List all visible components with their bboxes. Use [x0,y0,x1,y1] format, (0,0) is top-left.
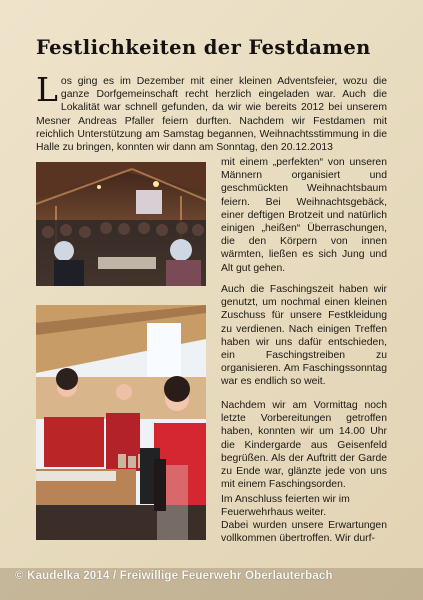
body-paragraph-5: Dabei wurden unsere Erwartungen vollkommen übertroffen. Wir durf- [221,520,387,545]
body-paragraph-2: Auch die Faschingszeit haben wir genutzt, um nochmal einen kleinen Zuschuss für unsere Festkleidung zu verdienen. Nach einigen Treffen haben wir uns dafür entschieden, ein Faschingstreiben zu organisieren. Am Faschingssonntag war es endlich so weit. [221,284,387,388]
body-paragraph-1: mit einem „perfekten“ von unseren Männern organisiert und geschmückten Weihnachtsbaum feiern. Bei Weihnachtsgebäck, einer deftigen Brotzeit und natürlich einigen „heißen“ Überraschungen, die den Körpern von innen wärmten, ließen es sich Jung und Alt gut gehen. [221,157,387,274]
advent-celebration-photo [36,162,206,286]
drop-cap: L [36,70,58,109]
carnival-image [36,305,206,540]
intro-paragraph [36,70,387,154]
copyright-credit: © Kaudelka 2014 / Freiwillige Feuerwehr Oberlauterbach [15,570,333,582]
advent-celebration-image [36,162,206,286]
body-paragraph-4: Im Anschluss feierten wir im Feuerwehrhaus weiter. [221,494,350,519]
article-title: Festlichkeiten der Festdamen [36,36,371,59]
carnival-photo [36,305,206,540]
body-paragraph-3: Nachdem wir am Vormittag noch letzte Vorbereitungen getroffen haben, konnten wir um 14.00 Uhr die Kindergarde aus Geisenfeld begrüßen. Als der Auftritt der Garde zu Ende war, glänzte jede von uns mit einem Faschingsorden. [221,400,387,491]
intro-text: os ging es im Dezember mit einer kleinen Adventsfeier, wozu die ganze Dorfgemeinschaft recht herzlich eingeladen war. Auch die Lokalität war schnell gefunden, da wir wie bereits 2012 bei unserem Mesner Andreas Pfaller feiern durften. Nachdem wir Festdamen mit reichlich Unterstützung am Samstag begannen, Weihnachtsstimmung in die Halle zu bringen, konnten wir dann am Sonntag, den 20.12.2013 [36,76,387,154]
